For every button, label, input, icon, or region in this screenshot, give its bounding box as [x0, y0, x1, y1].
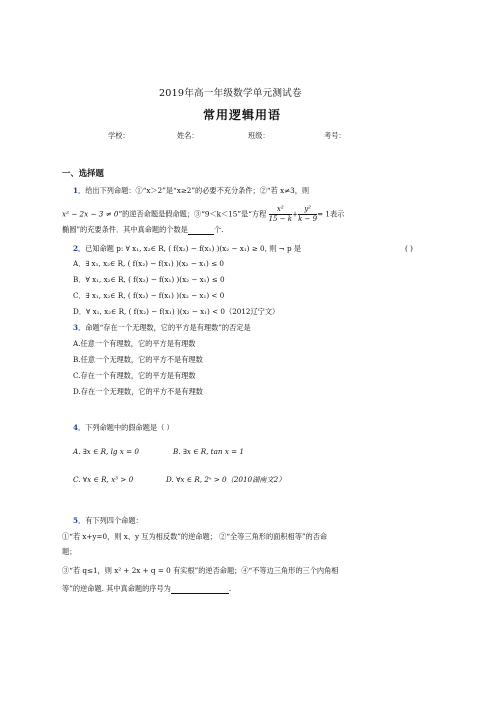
plus-sign: + — [292, 209, 299, 219]
fraction-y-squared — [298, 205, 317, 224]
answer-parentheses: ( ) — [405, 244, 413, 253]
question-number: 1． — [73, 186, 86, 195]
question-5-line-1: ①“若 x+y=0，则 x、y 互为相反数”的逆命题； ②“全等三角形的面积相等”的否命 — [62, 532, 328, 541]
question-text: 给出下列命题：①“x＞2”是“x≥2”的必要不充分条件；②“若 x≠3，则 — [85, 186, 310, 195]
option-b: B．∀ x₁, x₂∈ R, ( f(x₂) − f(x₁) )(x₂ − x₁) ≤ 0 — [73, 275, 225, 284]
name-field-label: 姓名： — [177, 131, 199, 140]
question-text: 有下列四个命题： — [85, 516, 143, 525]
subject-title: 常用逻辑用语 — [203, 108, 282, 122]
question-1-line-3 — [62, 225, 223, 235]
answer-blank — [188, 225, 214, 235]
option-c: C．∃ x₁, x₂∈ R, ( f(x₂) − f(x₁) )(x₂ − x₁) < 0 — [73, 291, 225, 300]
equation: x² − 2x − 3 ≠ 0 — [62, 209, 119, 219]
option-b: B.任意一个无理数，它的平方不是有理数 — [73, 355, 203, 364]
exam-title: 2019年高一年级数学单元测试卷 — [159, 88, 302, 99]
option-a: A.任意一个有理数，它的平方是有理数 — [73, 339, 196, 348]
question-text: = 1表示 — [317, 209, 345, 219]
question-number: 5． — [73, 516, 86, 525]
question-text: . — [228, 584, 232, 593]
exam-number-field-label: 考号： — [324, 131, 346, 140]
question-number: 3． — [73, 323, 86, 332]
fraction-x-squared — [269, 205, 292, 224]
question-text: 已知命题 p: ∀ x₁, x₂∈ R, ( f(x₂) − f(x₁) )(x₂ − x₁) ≥ 0, 则 ¬ p 是 — [85, 244, 302, 253]
option-a: A．∃ x₁, x₂∈ R, ( f(x₂) − f(x₁) )(x₂ − x₁) ≤ 0 — [73, 259, 224, 268]
fraction-denominator: k − 9 — [298, 215, 318, 223]
option-c: C. ∀x ∈ R, x³ > 0 — [73, 475, 134, 484]
question-1-line-1 — [73, 186, 309, 195]
option-b: B. ∃x ∈ R, tan x = 1 — [173, 447, 244, 456]
answer-blank — [171, 584, 232, 594]
option-d: D.存在一个无理数，它的平方不是有理数 — [73, 387, 203, 396]
question-3-stem — [73, 323, 251, 332]
question-5-stem — [73, 516, 143, 525]
question-text: 等”的逆命题. 其中真命题的序号为 — [62, 584, 171, 593]
question-1-line-2 — [62, 205, 344, 224]
question-text: 命题“存在一个无理数，它的平方是有理数”的否定是 — [85, 323, 251, 332]
option-a: A. ∃x ∈ R, lg x = 0 — [73, 447, 139, 456]
question-number: 2． — [73, 244, 86, 253]
option-d: D. ∀x ∈ R, 2ˣ > 0（2010湖南文2） — [166, 475, 286, 484]
question-5-line-2: 题； — [62, 547, 77, 556]
option-d: D．∀ x₁, x₂∈ R, ( f(x₂) − f(x₁) )(x₂ − x₁) < 0（2012辽宁文） — [73, 307, 280, 316]
section-title: 一、选择题 — [62, 168, 104, 178]
question-text: 下列命题中的假命题是（ ） — [85, 423, 174, 432]
question-4-stem — [73, 423, 174, 432]
fraction-numerator: y² — [298, 205, 317, 215]
class-field-label: 班级： — [248, 131, 270, 140]
question-text: ”的逆否命题是假命题；③“9＜k＜15”是“方程 — [118, 209, 267, 219]
question-2-stem — [73, 244, 301, 253]
fraction-denominator: 15 − k — [268, 215, 293, 223]
fraction-numerator: x² — [269, 205, 292, 215]
question-5-line-4 — [62, 584, 231, 594]
question-number: 4． — [73, 423, 86, 432]
option-c: C.存在一个有理数，它的平方是有理数 — [73, 371, 196, 380]
question-5-line-3: ③“若 q≤1，则 x² + 2x + q = 0 有实根”的逆否命题；④“不等边三角形的三个内角相 — [62, 566, 339, 575]
question-text: 个. — [213, 225, 224, 234]
school-field-label: 学校： — [108, 131, 130, 140]
question-text: 椭圆”的充要条件．其中真命题的个数是 — [62, 225, 188, 234]
